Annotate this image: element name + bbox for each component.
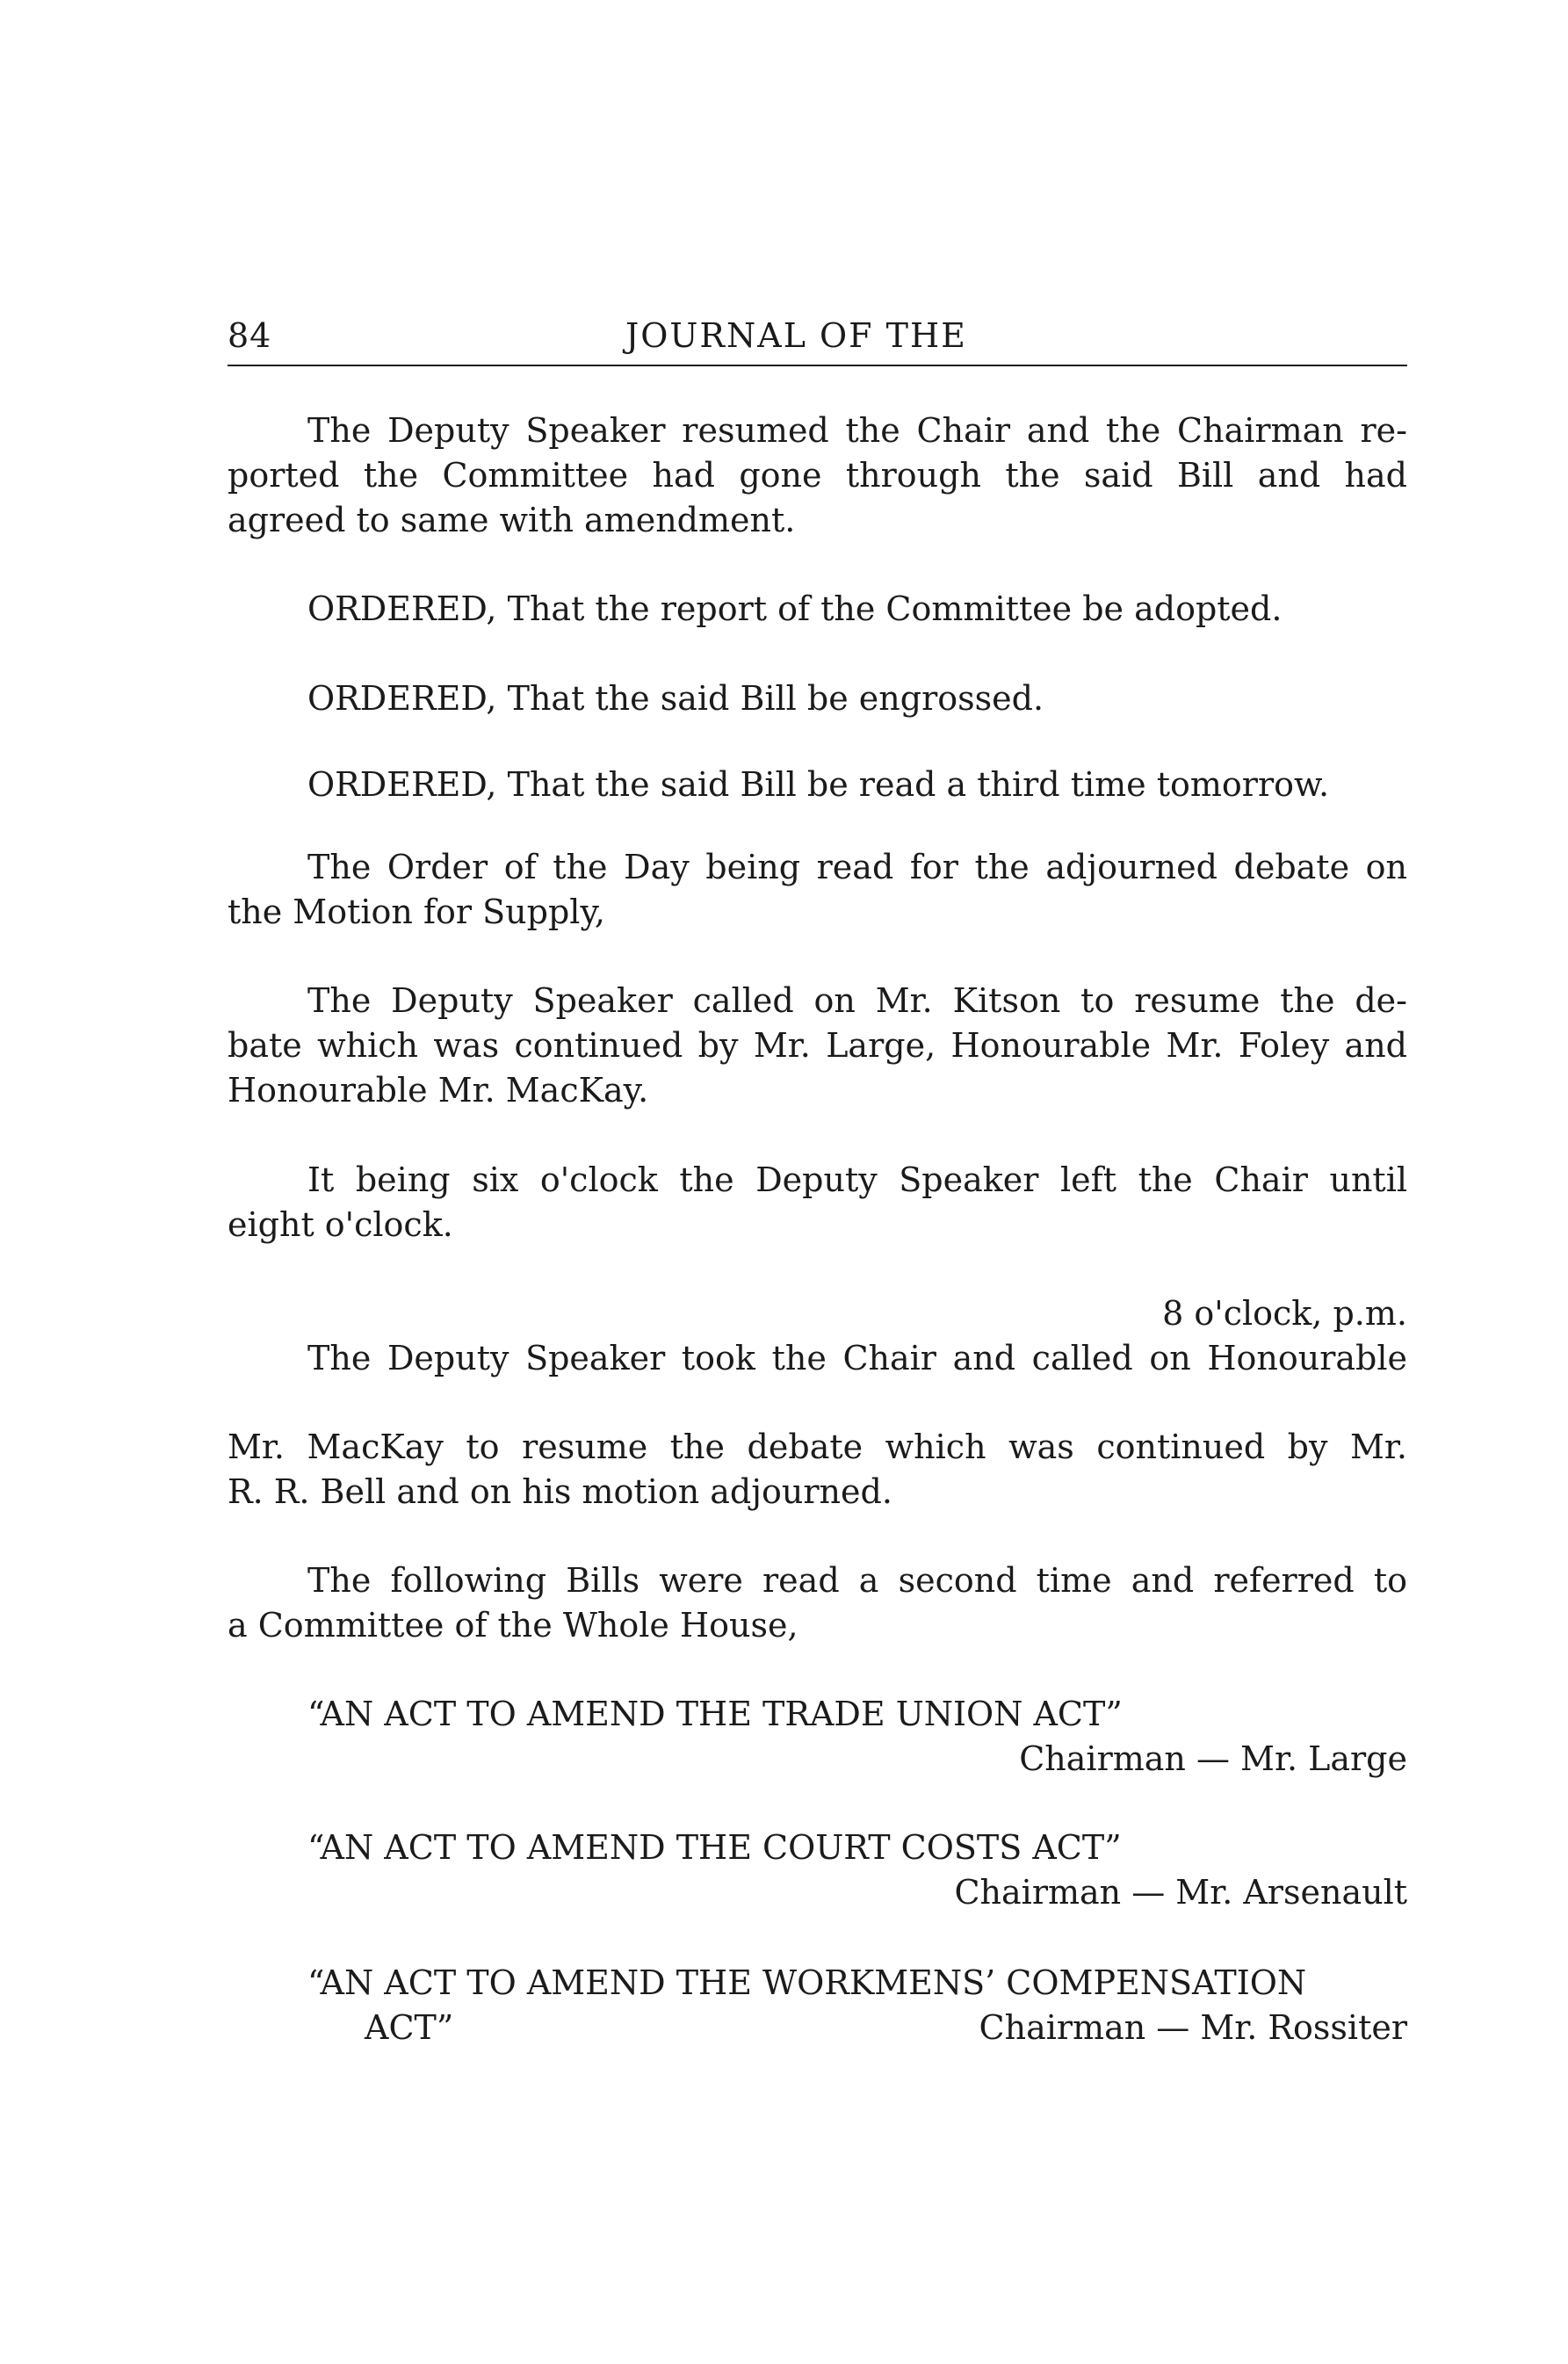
time-note — [228, 1291, 1407, 1336]
paragraph-line: The following Bills were read a second time and referred to — [307, 1561, 1407, 1600]
bill-entry-court-costs — [228, 1825, 1407, 1915]
time-note-text: 8 o'clock, p.m. — [1162, 1294, 1407, 1333]
order-line: ORDERED, That the said Bill be read a third time tomorrow. — [307, 765, 1330, 804]
bill-title: “AN ACT TO AMEND THE WORKMENS’ COMPENSATION — [307, 1963, 1307, 2002]
page-header — [228, 316, 1407, 362]
bill-chairman: Chairman — Mr. Rossiter — [979, 2008, 1407, 2047]
paragraph-line: The Deputy Speaker took the Chair and called on Honourable — [307, 1339, 1407, 1377]
order-third-reading — [228, 763, 1407, 807]
running-head: JOURNAL OF THE — [625, 316, 967, 355]
paragraph-six-oclock — [228, 1158, 1407, 1247]
paragraph-line: The Deputy Speaker resumed the Chair and the Chairman re- — [307, 411, 1407, 450]
paragraph-line: ported the Committee had gone through the said Bill and had — [228, 456, 1407, 495]
paragraph-deputy-speaker-continued — [228, 1425, 1407, 1515]
bill-entry-workmens-compensation — [228, 1961, 1407, 2050]
paragraph-line: eight o'clock. — [228, 1205, 453, 1244]
paragraph-line: agreed to same with amendment. — [228, 501, 796, 539]
paragraph-line: Mr. MacKay to resume the debate which was continued by Mr. — [228, 1428, 1407, 1466]
paragraph-line: the Motion for Supply, — [228, 893, 605, 931]
order-line: ORDERED, That the report of the Committee be adopted. — [307, 589, 1283, 628]
page-number: 84 — [228, 316, 272, 355]
paragraph-debate-resumed — [228, 979, 1407, 1113]
bill-chairman: Chairman — Mr. Large — [1019, 1739, 1407, 1778]
paragraph-line: It being six o'clock the Deputy Speaker left the Chair until — [307, 1160, 1407, 1199]
order-line: ORDERED, That the said Bill be engrossed. — [307, 679, 1044, 718]
bill-title: “AN ACT TO AMEND THE COURT COSTS ACT” — [307, 1828, 1122, 1867]
paragraph-line: bate which was continued by Mr. Large, Honourable Mr. Foley and — [228, 1026, 1407, 1065]
paragraph-line: a Committee of the Whole House, — [228, 1606, 798, 1645]
bill-title-continuation: ACT” — [365, 2008, 454, 2047]
paragraph-committee-report — [228, 408, 1407, 543]
paragraph-line: R. R. Bell and on his motion adjourned. — [228, 1472, 892, 1511]
order-bill-engrossed — [228, 676, 1407, 721]
paragraph-line: The Order of the Day being read for the adjourned debate on — [307, 848, 1407, 886]
bill-title: “AN ACT TO AMEND THE TRADE UNION ACT” — [307, 1695, 1123, 1733]
bill-title-continuation-row — [228, 2006, 1407, 2050]
paragraph-order-of-day — [228, 845, 1407, 935]
header-rule — [228, 365, 1407, 366]
bill-chairman: Chairman — Mr. Arsenault — [954, 1873, 1407, 1912]
paragraph-bills-second-reading — [228, 1558, 1407, 1648]
paragraph-deputy-speaker-took-chair — [228, 1336, 1407, 1381]
paragraph-line: The Deputy Speaker called on Mr. Kitson to resume the de- — [307, 981, 1407, 1020]
bill-entry-trade-union — [228, 1692, 1407, 1782]
order-report-adopted — [228, 587, 1407, 632]
paragraph-line: Honourable Mr. MacKay. — [228, 1071, 649, 1110]
